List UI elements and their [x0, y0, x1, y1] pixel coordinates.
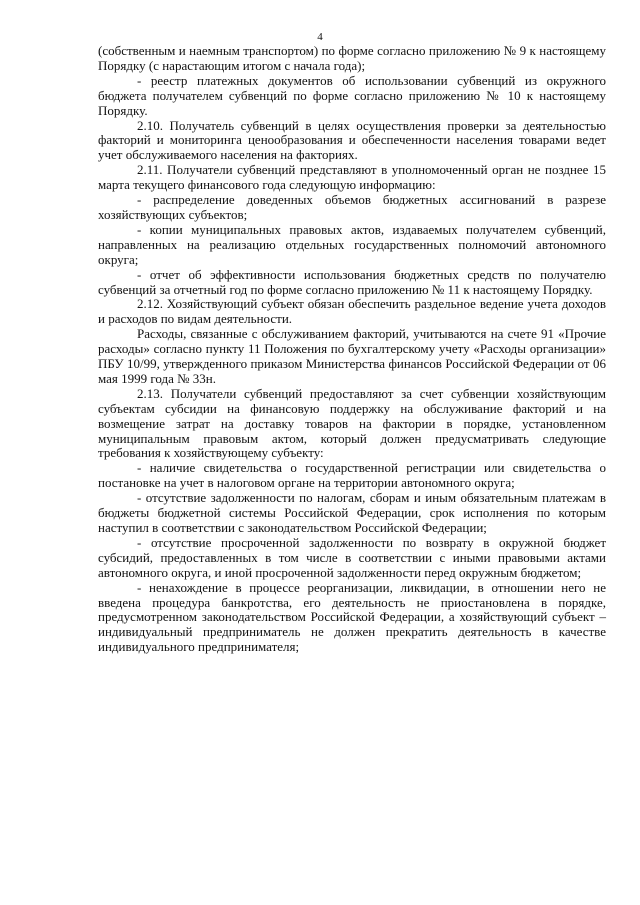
paragraph: 2.11. Получатели субвенций представляют в уполномоченный орган не позднее 15 марта текущего финансового года следующую информацию: [98, 162, 606, 193]
paragraph: 2.12. Хозяйствующий субъект обязан обеспечить раздельное ведение учета доходов и расходов по видам деятельности. [98, 296, 606, 327]
paragraph: (собственным и наемным транспортом) по форме согласно приложению № 9 к настоящему Порядку (с нарастающим итогом с начала года); [98, 43, 606, 73]
paragraph: - отсутствие задолженности по налогам, сборам и иным обязательным платежам в бюджеты бюджетной системы Российской Федерации, срок исполнения по которым наступил в соответствии с законодательством Российской Федерации; [98, 490, 606, 535]
paragraph: - отчет об эффективности использования бюджетных средств по получателю субвенций за отчетный год по форме согласно приложению № 11 к настоящему Порядку. [98, 266, 606, 297]
document-body [98, 44, 606, 655]
paragraph: - наличие свидетельства о государственной регистрации или свидетельства о постановке на учет в налоговом органе на территории автономного округа; [98, 460, 606, 491]
paragraph: - распределение доведенных объемов бюджетных ассигнований в разрезе хозяйствующих субъектов; [98, 192, 606, 222]
paragraph: 2.13. Получатели субвенций предоставляют за счет субвенции хозяйствующим субъектам субсидии на финансовую поддержку на обслуживание факторий и на возмещение затрат на доставку товаров на фактории в порядке, установленном муниципальным правовым актом, который должен предусматривать следующие требования к хозяйствующему субъекту: [98, 385, 606, 461]
paragraph: - отсутствие просроченной задолженности по возврату в окружной бюджет субсидий, предоставленных в том числе в соответствии с иными правовыми актами автономного округа, и иной просроченной задолженности перед окружным бюджетом; [98, 534, 606, 580]
paragraph: 2.10. Получатель субвенций в целях осуществления проверки за деятельностью факторий и мониторинга ценообразования и обеспеченности населения товарами ведет учет обслуживаемого населения на факториях. [98, 117, 606, 163]
paragraph: - ненахождение в процессе реорганизации, ликвидации, в отношении него не введена процедура банкротства, его деятельность не приостановлена в порядке, предусмотренном законодательством Российской Федерации, а хозяйствующий субъект – индивидуальный предприниматель не должен прекратить деятельность в качестве индивидуального предпринимателя; [98, 579, 606, 655]
paragraph: - копии муниципальных правовых актов, издаваемых получателем субвенций, направленных на реализацию отдельных государственных полномочий автономного округа; [98, 221, 606, 267]
page-number: 4 [317, 31, 323, 43]
paragraph: - реестр платежных документов об использовании субвенций из окружного бюджета получателем субвенций по форме согласно приложению № 10 к настоящему Порядку. [98, 72, 606, 118]
paragraph: Расходы, связанные с обслуживанием факторий, учитываются на счете 91 «Прочие расходы» согласно пункту 11 Положения по бухгалтерскому учету «Расходы организации» ПБУ 10/99, утвержденного приказом Министерства финансов Российской Федерации от 06 мая 1999 года № 33н. [98, 326, 606, 386]
